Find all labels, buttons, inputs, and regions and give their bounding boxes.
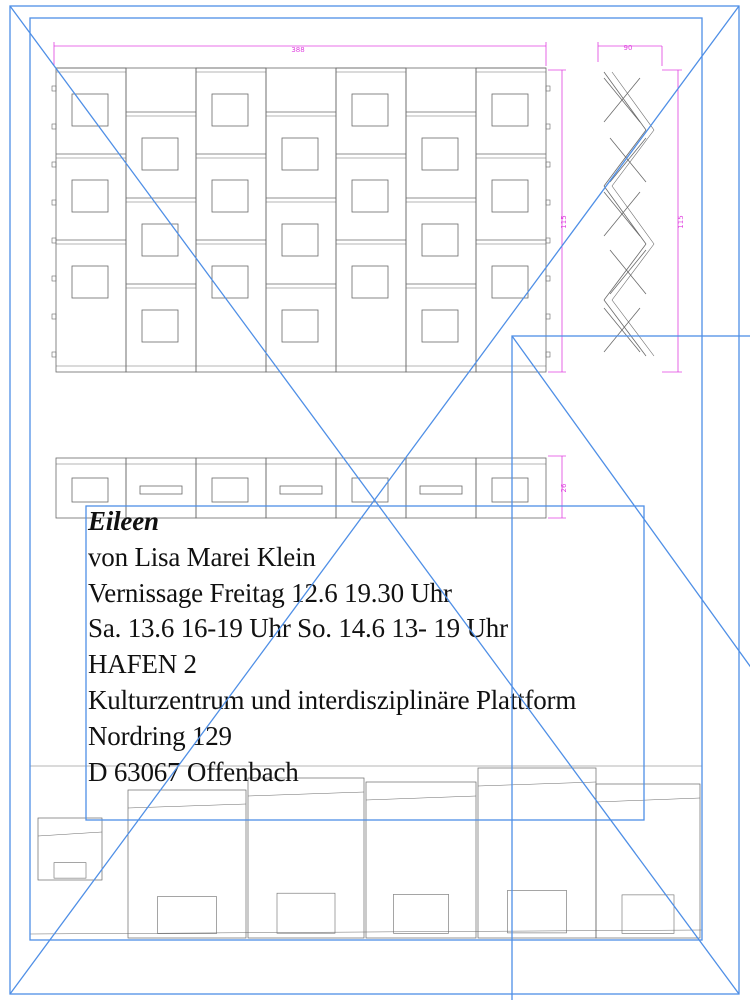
inner-frame xyxy=(30,18,702,940)
dimension-strip-height: 26 xyxy=(560,483,568,493)
exhibition-title: Eileen xyxy=(88,506,159,536)
text-frame xyxy=(86,506,644,820)
dimension-top-width: 388 xyxy=(291,46,305,54)
venue-name-line: HAFEN 2 xyxy=(88,649,197,680)
dimension-top-right-width: 90 xyxy=(623,44,633,52)
opening-hours-line: Sa. 13.6 16-19 Uhr So. 14.6 13- 19 Uhr xyxy=(88,613,508,644)
dimension-far-right-height: 115 xyxy=(677,215,685,229)
dimension-right-height: 115 xyxy=(560,215,568,229)
venue-description-line: Kulturzentrum und interdisziplinäre Plattform xyxy=(88,684,577,715)
right-image-diagonal xyxy=(512,336,750,680)
city-line: D 63067 Offenbach xyxy=(88,756,299,787)
vernissage-line: Vernissage Freitag 12.6 19.30 Uhr xyxy=(88,577,452,608)
right-image-frame xyxy=(512,336,750,1000)
street-line: Nordring 129 xyxy=(88,720,232,751)
artist-line: von Lisa Marei Klein xyxy=(88,541,316,572)
